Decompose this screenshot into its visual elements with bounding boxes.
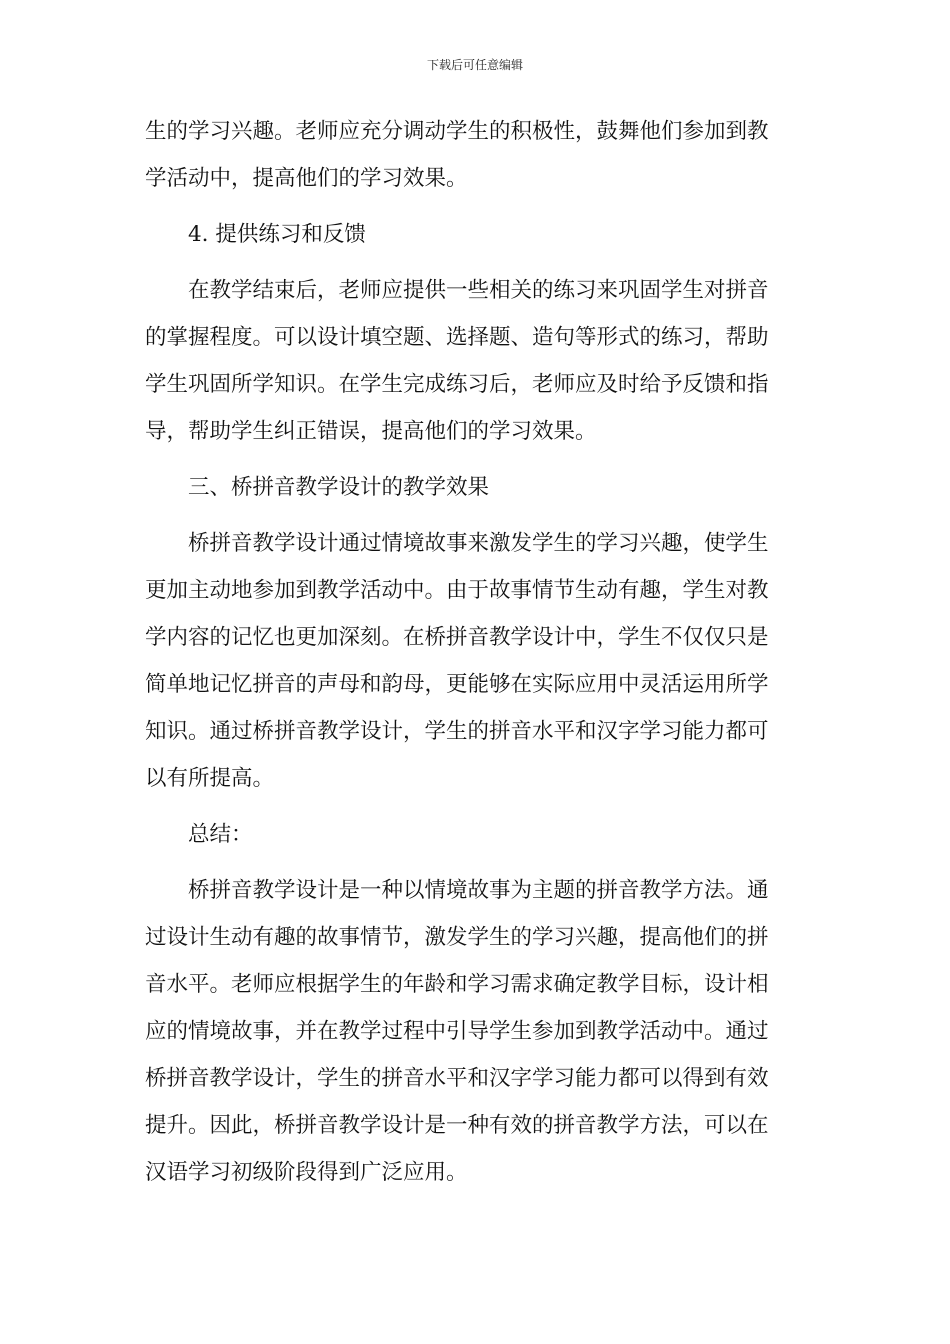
paragraph bbox=[145, 211, 797, 258]
text-line: 学生巩固所学知识。在学生完成练习后，老师应及时给予反馈和指 bbox=[145, 372, 769, 397]
paragraph-gap bbox=[145, 511, 797, 520]
text-line: 更加主动地参加到教学活动中。由于故事情节生动有趣，学生对教 bbox=[145, 578, 769, 603]
text-line: 学活动中，提高他们的学习效果。 bbox=[145, 166, 468, 191]
paragraph bbox=[145, 520, 797, 802]
text-line: 三、桥拼音教学设计的教学效果 bbox=[188, 475, 490, 500]
text-line: 应的情境故事，并在教学过程中引导学生参加到教学活动中。通过 bbox=[145, 1019, 769, 1044]
text-line: 4. 提供练习和反馈 bbox=[188, 222, 366, 247]
text-line: 提升。因此，桥拼音教学设计是一种有效的拼音教学方法，可以在 bbox=[145, 1113, 769, 1138]
paragraph-gap bbox=[145, 455, 797, 464]
text-line: 以有所提高。 bbox=[145, 766, 275, 791]
paragraph-gap bbox=[145, 858, 797, 867]
text-line: 音水平。老师应根据学生的年龄和学习需求确定教学目标，设计相 bbox=[145, 972, 769, 997]
paragraph-gap bbox=[145, 258, 797, 267]
text-line: 学内容的记忆也更加深刻。在桥拼音教学设计中，学生不仅仅只是 bbox=[145, 625, 769, 650]
paragraph bbox=[145, 464, 797, 511]
paragraph bbox=[145, 867, 797, 1196]
text-line: 知识。通过桥拼音教学设计，学生的拼音水平和汉字学习能力都可 bbox=[145, 719, 769, 744]
page-header: 下载后可任意编辑 bbox=[426, 58, 523, 72]
paragraph bbox=[145, 108, 797, 202]
paragraph-gap bbox=[145, 202, 797, 211]
text-line: 桥拼音教学设计，学生的拼音水平和汉字学习能力都可以得到有效 bbox=[145, 1066, 769, 1091]
text-line: 导，帮助学生纠正错误，提高他们的学习效果。 bbox=[145, 419, 597, 444]
document-body bbox=[145, 108, 797, 1196]
text-line: 桥拼音教学设计通过情境故事来激发学生的学习兴趣，使学生 bbox=[188, 531, 769, 556]
text-line: 总结： bbox=[188, 822, 253, 847]
text-line: 在教学结束后，老师应提供一些相关的练习来巩固学生对拼音 bbox=[188, 278, 769, 303]
text-line: 过设计生动有趣的故事情节，激发学生的学习兴趣，提高他们的拼 bbox=[145, 925, 769, 950]
paragraph bbox=[145, 811, 797, 858]
paragraph-gap bbox=[145, 802, 797, 811]
paragraph bbox=[145, 267, 797, 455]
text-line: 的掌握程度。可以设计填空题、选择题、造句等形式的练习，帮助 bbox=[145, 325, 769, 350]
text-line: 汉语学习初级阶段得到广泛应用。 bbox=[145, 1160, 468, 1185]
text-line: 桥拼音教学设计是一种以情境故事为主题的拼音教学方法。通 bbox=[188, 878, 769, 903]
text-line: 生的学习兴趣。老师应充分调动学生的积极性，鼓舞他们参加到教 bbox=[145, 119, 769, 144]
text-line: 简单地记忆拼音的声母和韵母，更能够在实际应用中灵活运用所学 bbox=[145, 672, 769, 697]
